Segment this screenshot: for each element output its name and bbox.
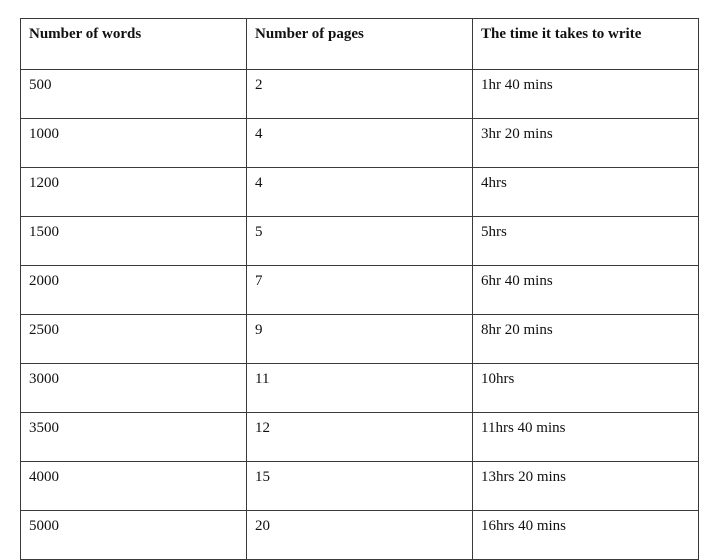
words-pages-time-table-container xyxy=(20,18,698,560)
cell-time: 11hrs 40 mins xyxy=(473,413,699,462)
cell-words: 1200 xyxy=(21,168,247,217)
cell-words: 1500 xyxy=(21,217,247,266)
cell-words: 3000 xyxy=(21,364,247,413)
table-row xyxy=(21,217,699,266)
table-row xyxy=(21,119,699,168)
cell-words: 4000 xyxy=(21,462,247,511)
cell-words: 5000 xyxy=(21,511,247,560)
table-row xyxy=(21,364,699,413)
cell-pages: 4 xyxy=(247,168,473,217)
cell-time: 3hr 20 mins xyxy=(473,119,699,168)
table-row xyxy=(21,413,699,462)
cell-time: 16hrs 40 mins xyxy=(473,511,699,560)
table-row xyxy=(21,168,699,217)
cell-pages: 5 xyxy=(247,217,473,266)
cell-words: 3500 xyxy=(21,413,247,462)
cell-time: 10hrs xyxy=(473,364,699,413)
cell-pages: 4 xyxy=(247,119,473,168)
words-pages-time-table xyxy=(20,18,699,560)
cell-words: 1000 xyxy=(21,119,247,168)
table-row xyxy=(21,462,699,511)
table-row xyxy=(21,70,699,119)
cell-pages: 20 xyxy=(247,511,473,560)
table-row xyxy=(21,315,699,364)
table-row xyxy=(21,266,699,315)
cell-time: 8hr 20 mins xyxy=(473,315,699,364)
header-time-to-write: The time it takes to write xyxy=(473,19,699,70)
cell-pages: 7 xyxy=(247,266,473,315)
cell-words: 500 xyxy=(21,70,247,119)
cell-words: 2500 xyxy=(21,315,247,364)
cell-pages: 12 xyxy=(247,413,473,462)
cell-pages: 9 xyxy=(247,315,473,364)
cell-time: 13hrs 20 mins xyxy=(473,462,699,511)
table-row xyxy=(21,511,699,560)
cell-time: 5hrs xyxy=(473,217,699,266)
cell-time: 1hr 40 mins xyxy=(473,70,699,119)
header-number-of-words: Number of words xyxy=(21,19,247,70)
cell-pages: 2 xyxy=(247,70,473,119)
cell-time: 4hrs xyxy=(473,168,699,217)
header-number-of-pages: Number of pages xyxy=(247,19,473,70)
cell-words: 2000 xyxy=(21,266,247,315)
table-header-row xyxy=(21,19,699,70)
cell-time: 6hr 40 mins xyxy=(473,266,699,315)
cell-pages: 15 xyxy=(247,462,473,511)
cell-pages: 11 xyxy=(247,364,473,413)
